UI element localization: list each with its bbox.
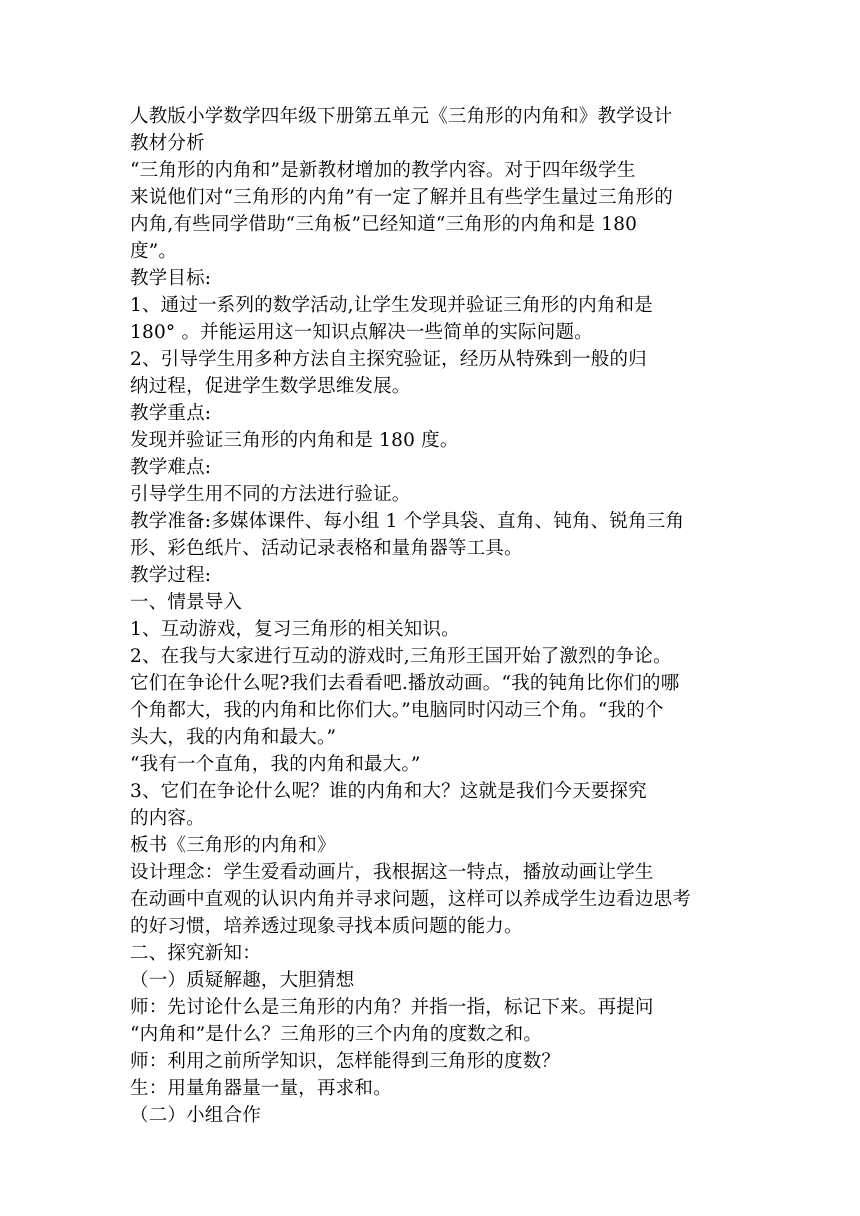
- paragraph-line: 180° 。并能运用这一知识点解决一些简单的实际问题。: [130, 322, 593, 343]
- paragraph-line: 引导学生用不同的方法进行验证。: [130, 484, 411, 505]
- paragraph-line: “内角和”是什么？三角形的三个内角的度数之和。: [130, 1024, 543, 1045]
- paragraph-line: 1、互动游戏，复习三角形的相关知识。: [130, 619, 460, 640]
- paragraph-line: 教学准备:多媒体课件、每小组 1 个学具袋、直角、钝角、锐角三角: [130, 511, 685, 532]
- paragraph-line: 2、引导学生用多种方法自主探究验证，经历从特殊到一般的归: [130, 349, 647, 370]
- paragraph-line: 内角,有些同学借助“三角板”已经知道“三角形的内角和是 180: [130, 214, 638, 235]
- paragraph-line: 1、通过一系列的数学活动,让学生发现并验证三角形的内角和是: [130, 295, 653, 316]
- paragraph-line: 它们在争论什么呢?我们去看看吧.播放动画。“我的钝角比你们的哪: [130, 673, 680, 694]
- paragraph-line: 一、情景导入: [130, 592, 243, 613]
- paragraph-line: “我有一个直角，我的内角和最大。”: [130, 754, 421, 775]
- paragraph-line: 师：利用之前所学知识，怎样能得到三角形的度数？: [130, 1051, 561, 1072]
- paragraph-line: 的内容。: [130, 808, 205, 829]
- paragraph-line: 个角都大，我的内角和比你们大。”电脑同时闪动三个角。“我的个: [130, 700, 664, 721]
- paragraph-line: “三角形的内角和”是新教材增加的教学内容。对于四年级学生: [130, 160, 636, 181]
- section-heading: 教学重点:: [130, 403, 212, 424]
- paragraph-line: 3、它们在争论什么呢？谁的内角和大？这就是我们今天要探究: [130, 781, 647, 802]
- document-title: 人教版小学数学四年级下册第五单元《三角形的内角和》教学设计: [130, 106, 673, 127]
- section-heading: 教学过程:: [130, 565, 212, 586]
- section-heading: 教学难点:: [130, 457, 212, 478]
- paragraph-line: 生：用量角器量一量，再求和。: [130, 1078, 392, 1099]
- section-heading: 教材分析: [130, 133, 205, 154]
- paragraph-line: 2、在我与大家进行互动的游戏时,三角形王国开始了激烈的争论。: [130, 646, 672, 667]
- paragraph-line: 头大，我的内角和最大。”: [130, 727, 337, 748]
- paragraph-line: 度”。: [130, 241, 178, 262]
- paragraph-line: 纳过程，促进学生数学思维发展。: [130, 376, 411, 397]
- section-heading: 教学目标:: [130, 268, 212, 289]
- paragraph-line: 板书《三角形的内角和》: [130, 835, 336, 856]
- paragraph-line: （二）小组合作: [130, 1105, 261, 1126]
- paragraph-line: 在动画中直观的认识内角并寻求问题，这样可以养成学生边看边思考: [130, 889, 692, 910]
- section-heading: 二、探究新知：: [130, 943, 261, 964]
- paragraph-line: 发现并验证三角形的内角和是 180 度。: [130, 430, 459, 451]
- paragraph-line: 设计理念：学生爱看动画片，我根据这一特点，播放动画让学生: [130, 862, 654, 883]
- paragraph-line: 来说他们对“三角形的内角”有一定了解并且有些学生量过三角形的: [130, 187, 673, 208]
- paragraph-line: 的好习惯，培养透过现象寻找本质问题的能力。: [130, 916, 523, 937]
- paragraph-line: 师：先讨论什么是三角形的内角？并指一指，标记下来。再提问: [130, 997, 654, 1018]
- paragraph-line: （一）质疑解趣，大胆猜想: [130, 970, 355, 991]
- paragraph-line: 形、彩色纸片、活动记录表格和量角器等工具。: [130, 538, 523, 559]
